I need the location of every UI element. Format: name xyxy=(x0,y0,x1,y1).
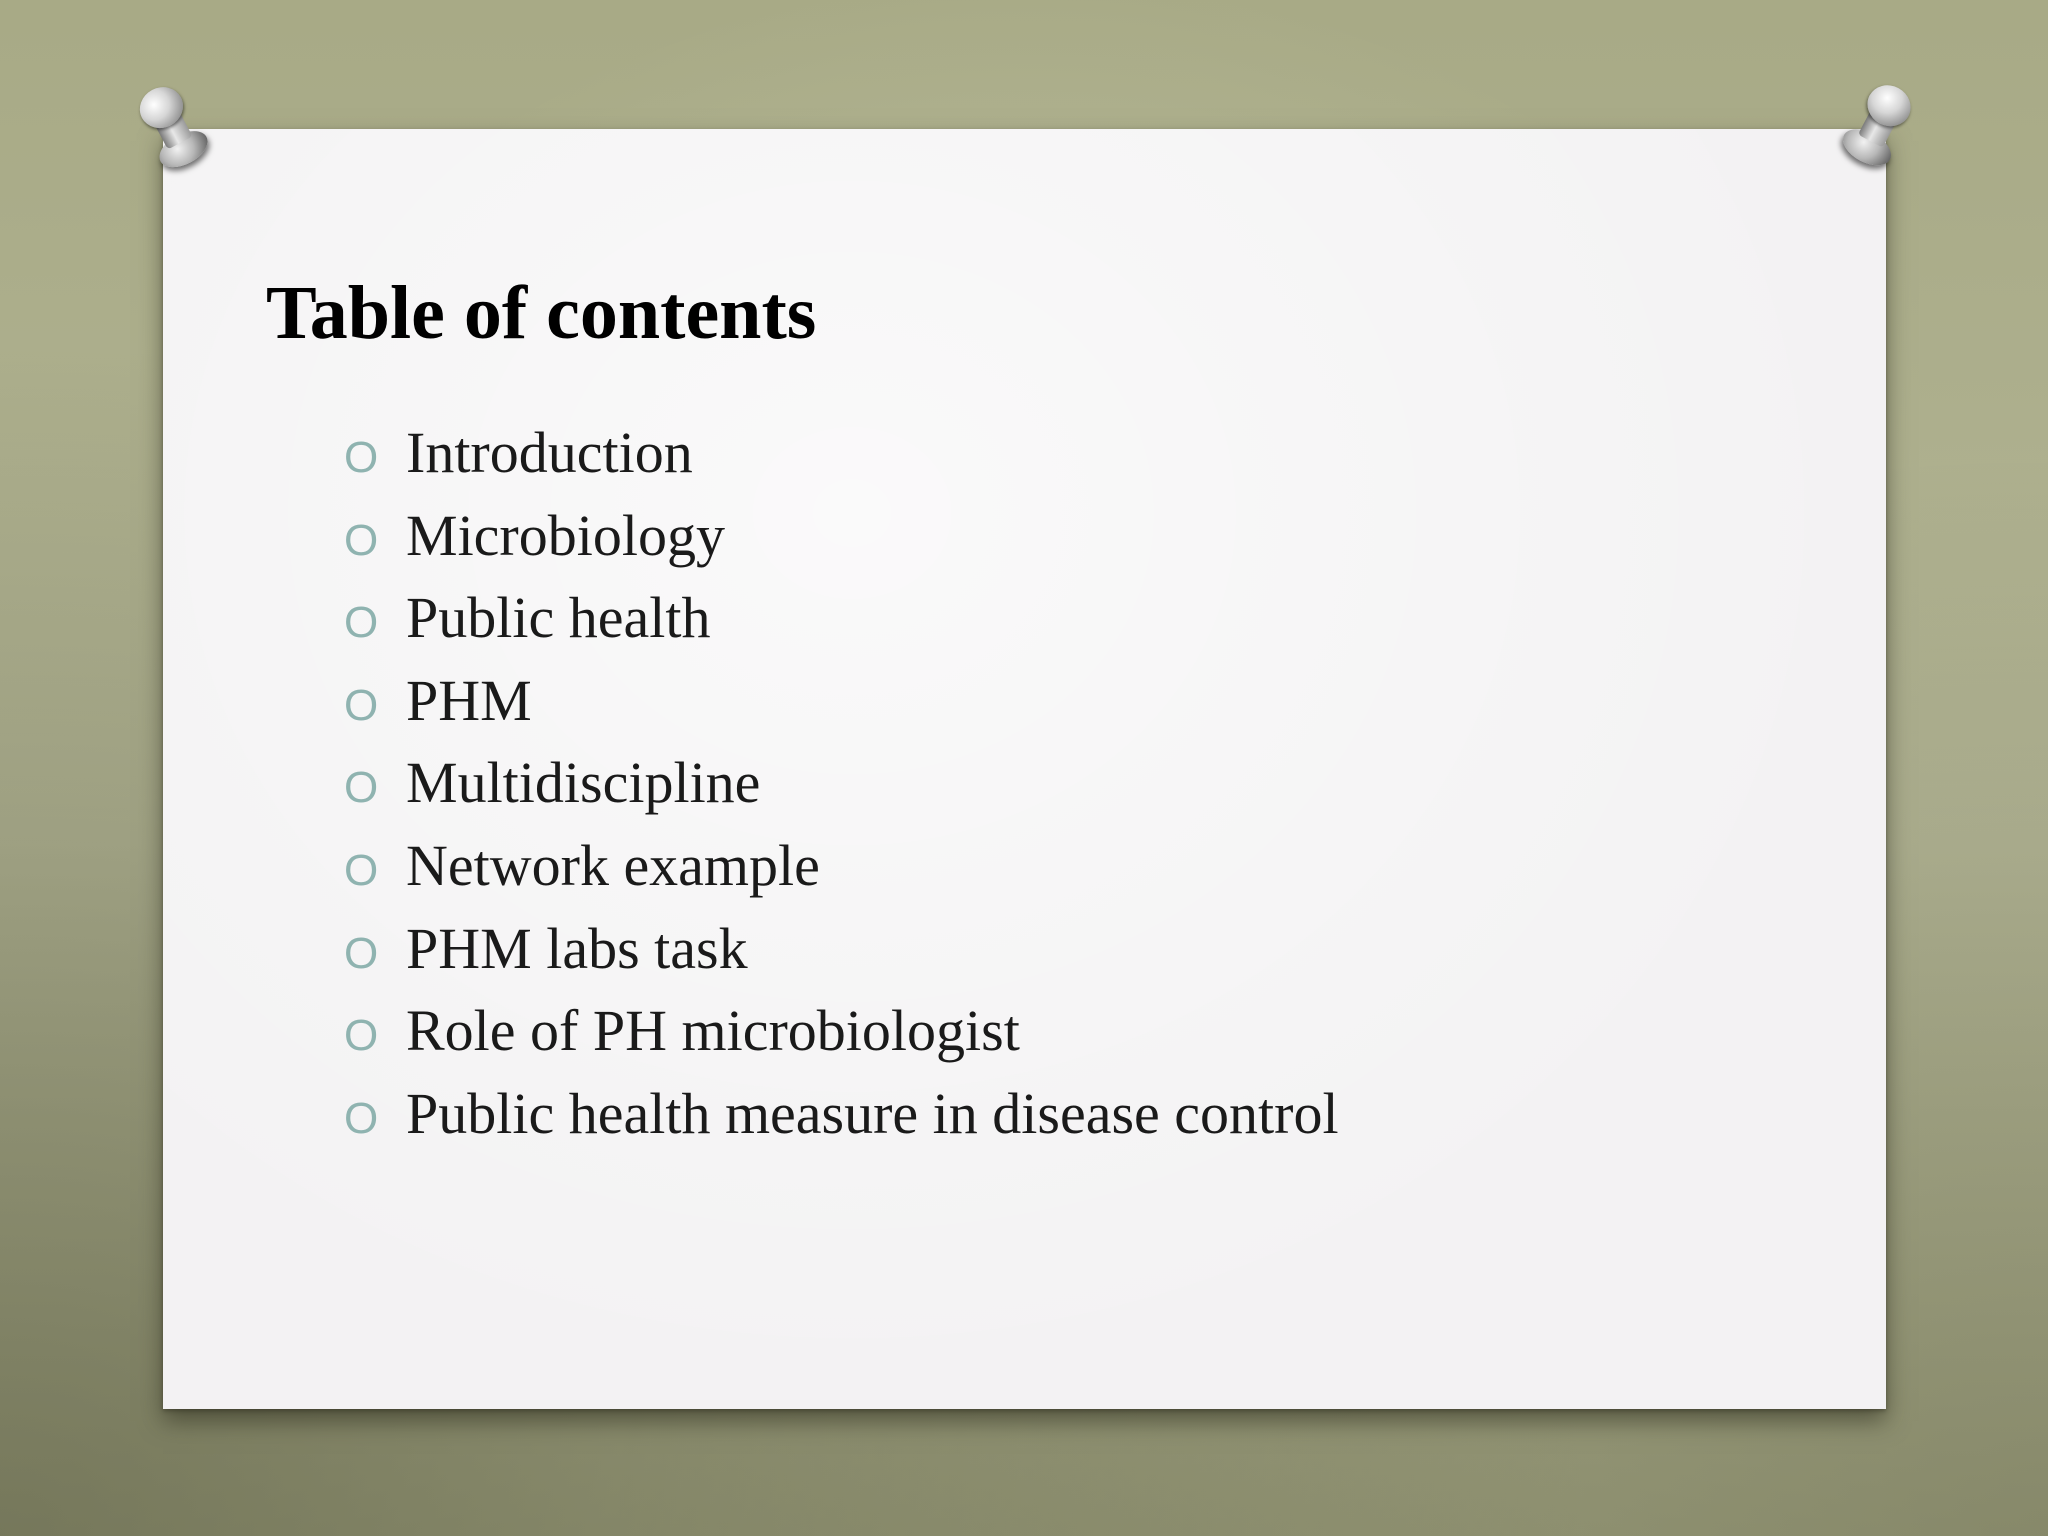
toc-item-label: Public health measure in disease control xyxy=(406,1080,1339,1146)
toc-item-label: Role of PH microbiologist xyxy=(406,998,1020,1064)
list-item xyxy=(344,996,1339,1079)
list-item xyxy=(344,1079,1339,1162)
toc-item-label: PHM xyxy=(406,667,532,733)
bullet-icon: O xyxy=(344,1093,379,1143)
bullet-icon: O xyxy=(344,680,379,730)
bullet-icon: O xyxy=(344,845,379,895)
toc-item-label: Microbiology xyxy=(406,502,725,568)
list-item xyxy=(344,748,1339,831)
list-item xyxy=(344,418,1339,501)
toc-item-label: Public health xyxy=(406,585,711,651)
list-item xyxy=(344,666,1339,749)
list-item xyxy=(344,914,1339,997)
bullet-icon: O xyxy=(344,928,379,978)
toc-item-label: Introduction xyxy=(406,420,693,485)
bullet-icon: O xyxy=(344,598,379,648)
bullet-icon: O xyxy=(344,433,379,482)
toc-item-label: Multidiscipline xyxy=(406,750,761,816)
bullet-icon: O xyxy=(344,1011,379,1061)
toc-item-label: Network example xyxy=(406,832,820,898)
list-item xyxy=(344,831,1339,914)
bullet-icon: O xyxy=(344,763,379,813)
toc-item-label: PHM labs task xyxy=(406,915,748,981)
list-item xyxy=(344,583,1339,666)
bullet-icon: O xyxy=(344,515,379,565)
toc-list xyxy=(344,418,1339,1161)
slide-title: Table of contents xyxy=(266,271,817,355)
list-item xyxy=(344,501,1339,584)
